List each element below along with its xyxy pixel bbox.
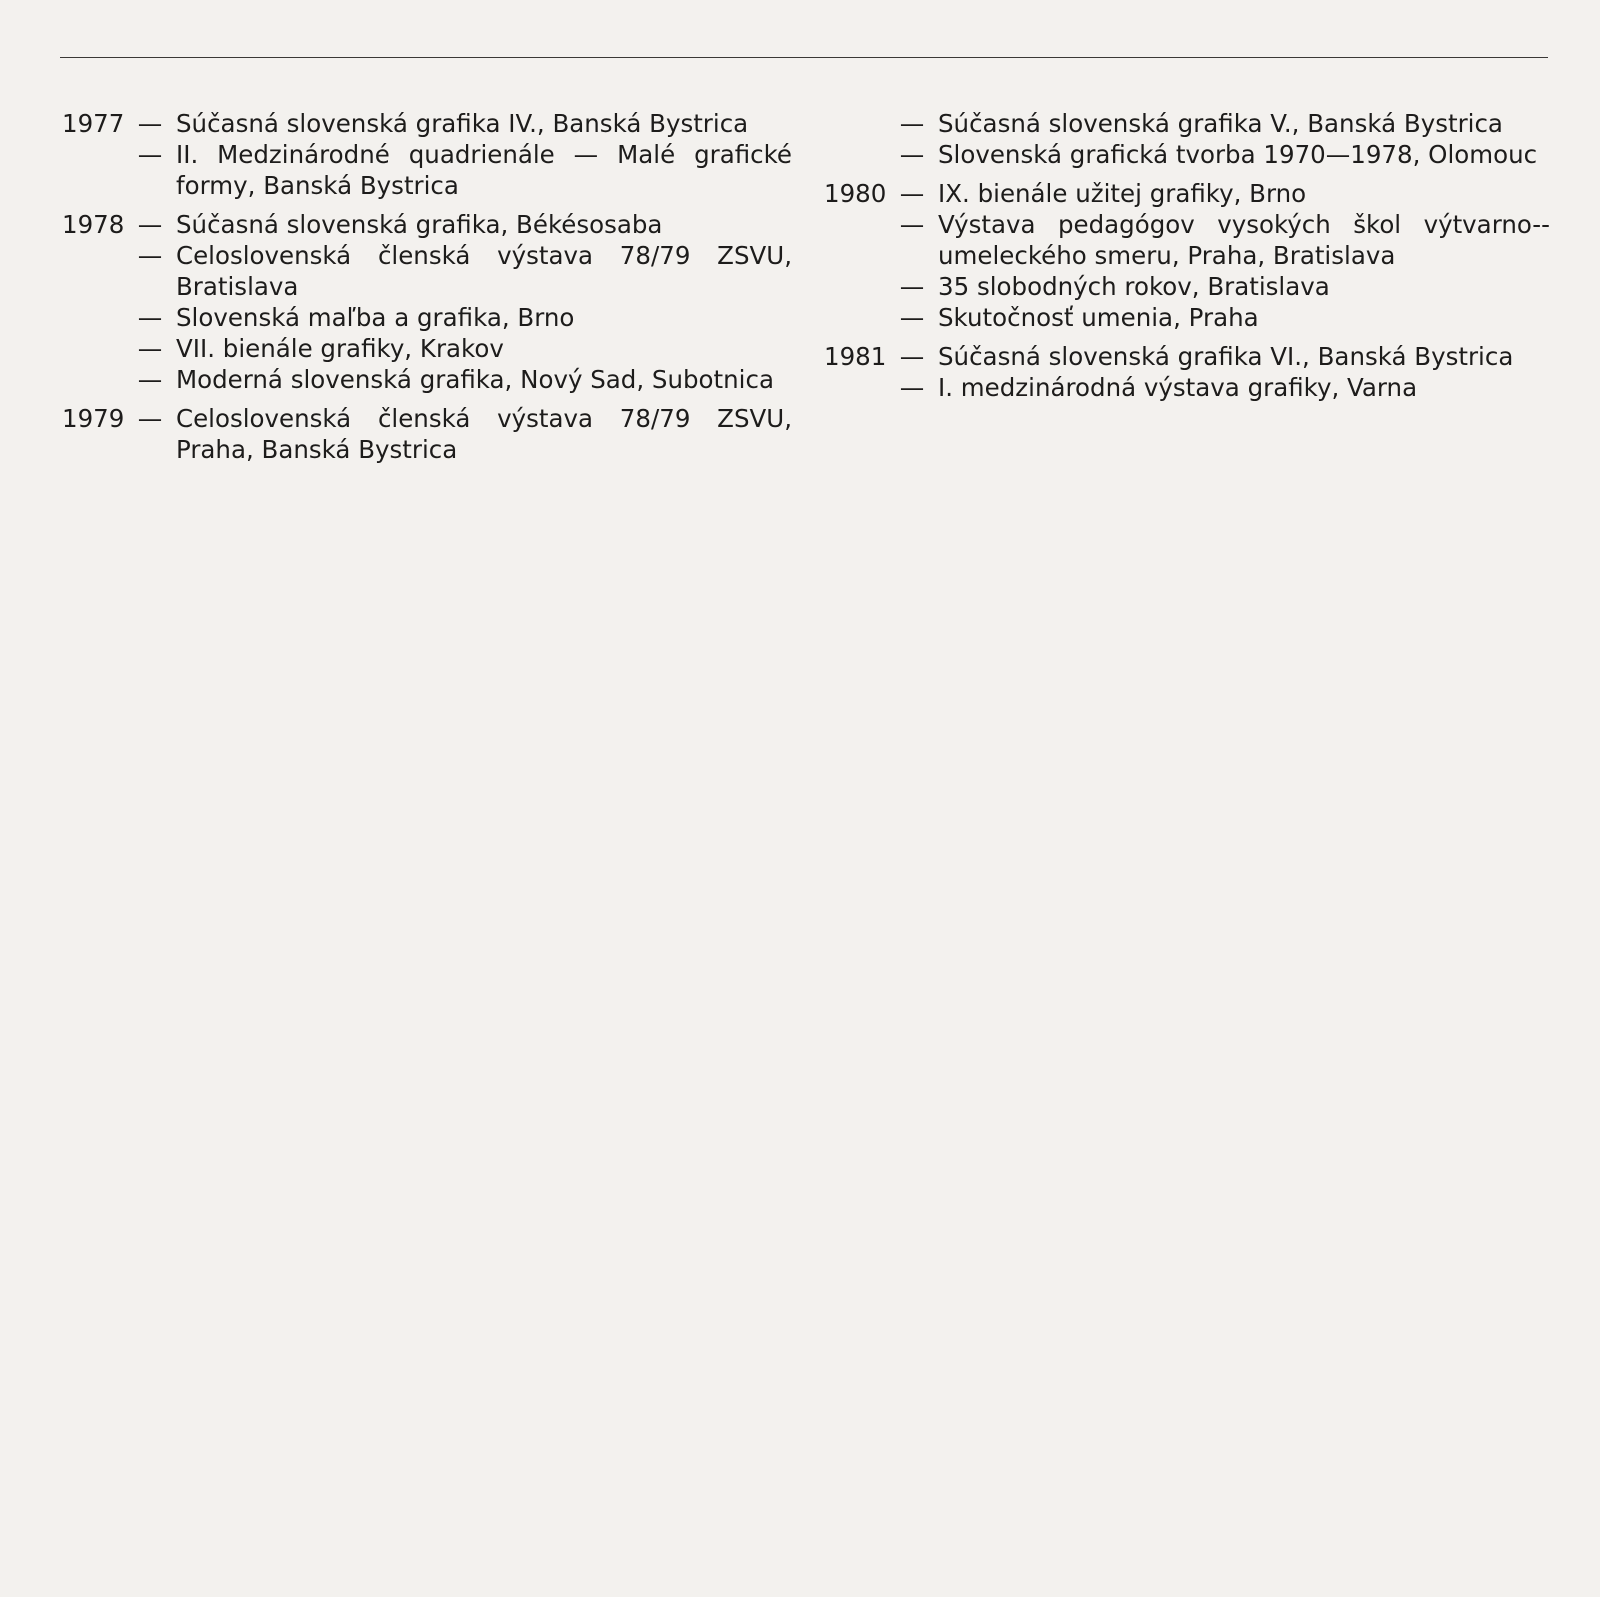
entry-dash: — <box>137 404 163 433</box>
top-rule <box>60 57 1548 58</box>
left-column <box>62 108 792 465</box>
entry-dash: — <box>899 140 925 169</box>
entry-dash: — <box>899 109 925 138</box>
entry-text: Skutočnosť umenia, Praha <box>938 303 1259 332</box>
entry-text: Celoslovenská členská výstava 78/79 ZSVU, Praha, Banská Bystrica <box>176 404 792 464</box>
entry-text: IX. bienále užitej grafiky, Brno <box>938 179 1307 208</box>
list-item <box>62 364 792 395</box>
entry-dash: — <box>899 373 925 402</box>
list-item <box>62 403 792 465</box>
list-item <box>62 302 792 333</box>
list-item <box>62 108 792 139</box>
list-item <box>62 333 792 364</box>
entry-dash: — <box>899 179 925 208</box>
entry-year: 1977 <box>62 109 125 138</box>
right-column <box>824 108 1550 403</box>
list-item <box>824 372 1550 403</box>
entry-dash: — <box>137 241 163 270</box>
entry-text: Celoslovenská členská výstava 78/79 ZSVU, Bratislava <box>176 241 792 301</box>
list-item <box>824 108 1550 139</box>
entry-dash: — <box>899 342 925 371</box>
entry-text: I. medzinárodná výstava grafiky, Varna <box>938 373 1418 402</box>
entry-text: Slovenská grafická tvorba 1970—1978, Olomouc <box>938 140 1538 169</box>
list-item <box>62 139 792 201</box>
entry-dash: — <box>137 334 163 363</box>
entry-text: VII. bienále grafiky, Krakov <box>176 334 504 363</box>
entry-text: II. Medzinárodné quadrienále — Malé grafické formy, Banská Bystrica <box>176 140 792 200</box>
entry-text: Súčasná slovenská grafika IV., Banská Bystrica <box>176 109 749 138</box>
entry-dash: — <box>137 365 163 394</box>
entry-dash: — <box>899 210 925 239</box>
entry-dash: — <box>137 210 163 239</box>
entry-text: Slovenská maľba a grafika, Brno <box>176 303 575 332</box>
list-item <box>824 139 1550 170</box>
entry-dash: — <box>899 272 925 301</box>
entry-year: 1980 <box>824 179 887 208</box>
list-item <box>824 178 1550 209</box>
entry-dash: — <box>137 140 163 169</box>
entry-year: 1981 <box>824 342 887 371</box>
entry-year: 1978 <box>62 210 125 239</box>
list-item <box>824 271 1550 302</box>
list-item <box>62 209 792 240</box>
entry-text: 35 slobodných rokov, Bratislava <box>938 272 1330 301</box>
entry-dash: — <box>137 109 163 138</box>
list-item <box>824 209 1550 271</box>
entry-text: Súčasná slovenská grafika VI., Banská Bystrica <box>938 342 1514 371</box>
entry-dash: — <box>137 303 163 332</box>
list-item <box>824 302 1550 333</box>
list-item <box>62 240 792 302</box>
entry-text: Moderná slovenská grafika, Nový Sad, Subotnica <box>176 365 774 394</box>
entry-year: 1979 <box>62 404 125 433</box>
list-item <box>824 341 1550 372</box>
entry-text: Súčasná slovenská grafika, Békésosaba <box>176 210 663 239</box>
entry-text: Výstava pedagógov vysokých škol výtvarno-umeleckého smeru, Praha, Bratislava <box>938 210 1550 270</box>
entry-dash: — <box>899 303 925 332</box>
entry-text: Súčasná slovenská grafika V., Banská Bystrica <box>938 109 1503 138</box>
